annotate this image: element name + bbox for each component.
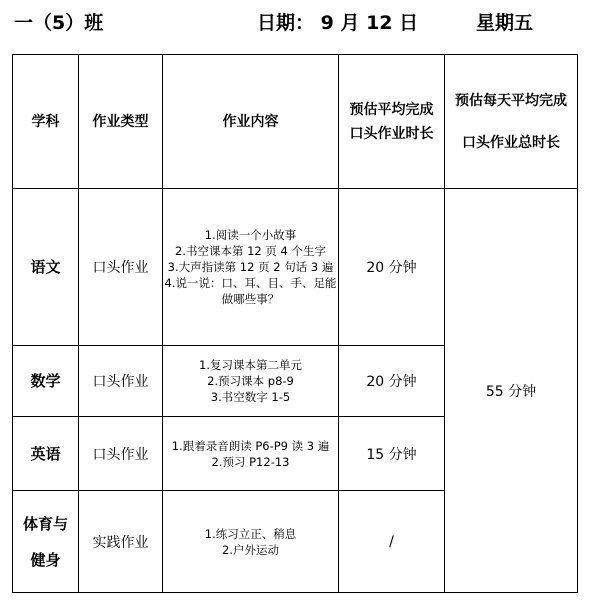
type-cell: 口头作业 [79, 346, 163, 417]
duration-cell: 15 分钟 [339, 417, 445, 491]
table-header-row [13, 55, 578, 189]
content-line: 1.复习课本第二单元 [199, 358, 302, 372]
col-header-type: 作业类型 [79, 55, 163, 189]
col-header-content: 作业内容 [163, 55, 339, 189]
col-header-duration: 预估平均完成口头作业时长 [339, 55, 445, 189]
content-line: 2.预习课本 p8-9 [207, 374, 294, 388]
duration-cell: 20 分钟 [339, 189, 445, 346]
content-line: 4.说一说：口、耳、目、手、足能做哪些事？ [164, 276, 337, 306]
content-cell [163, 491, 339, 593]
duration-cell: / [339, 491, 445, 593]
content-line: 1.阅读一个小故事 [204, 228, 297, 242]
content-line: 3.大声指读第 12 页 2 句话 3 遍 [167, 260, 334, 274]
total-duration-cell: 55 分钟 [445, 189, 578, 593]
content-line: 3.书空数字 1-5 [210, 390, 291, 404]
content-line: 2.户外运动 [222, 542, 279, 557]
table-row [13, 189, 578, 346]
subject-cell: 数学 [13, 346, 79, 417]
homework-table [12, 54, 578, 593]
date-label: 日期： 9 月 12 日 [257, 12, 419, 34]
content-line: 2.书空课本第 12 页 4 个生字 [174, 244, 327, 258]
class-name: 一（5）班 [14, 12, 104, 34]
subject-cell: 体育与健身 [13, 491, 79, 593]
weekday-label: 星期五 [476, 12, 534, 34]
type-cell: 口头作业 [79, 189, 163, 346]
content-cell [163, 346, 339, 417]
content-line: 2.预习 P12-13 [211, 454, 290, 469]
content-line: 1.跟着录音朗读 P6-P9 读 3 遍 [171, 438, 330, 453]
content-line: 1.练习立正、稍息 [204, 526, 297, 541]
type-cell: 实践作业 [79, 491, 163, 593]
content-cell [163, 417, 339, 491]
subject-cell: 英语 [13, 417, 79, 491]
type-cell: 口头作业 [79, 417, 163, 491]
subject-cell: 语文 [13, 189, 79, 346]
duration-cell: 20 分钟 [339, 346, 445, 417]
content-cell [163, 189, 339, 346]
page-header [0, 8, 592, 42]
col-header-total: 预估每天平均完成口头作业总时长 [445, 55, 578, 189]
col-header-subject: 学科 [13, 55, 79, 189]
